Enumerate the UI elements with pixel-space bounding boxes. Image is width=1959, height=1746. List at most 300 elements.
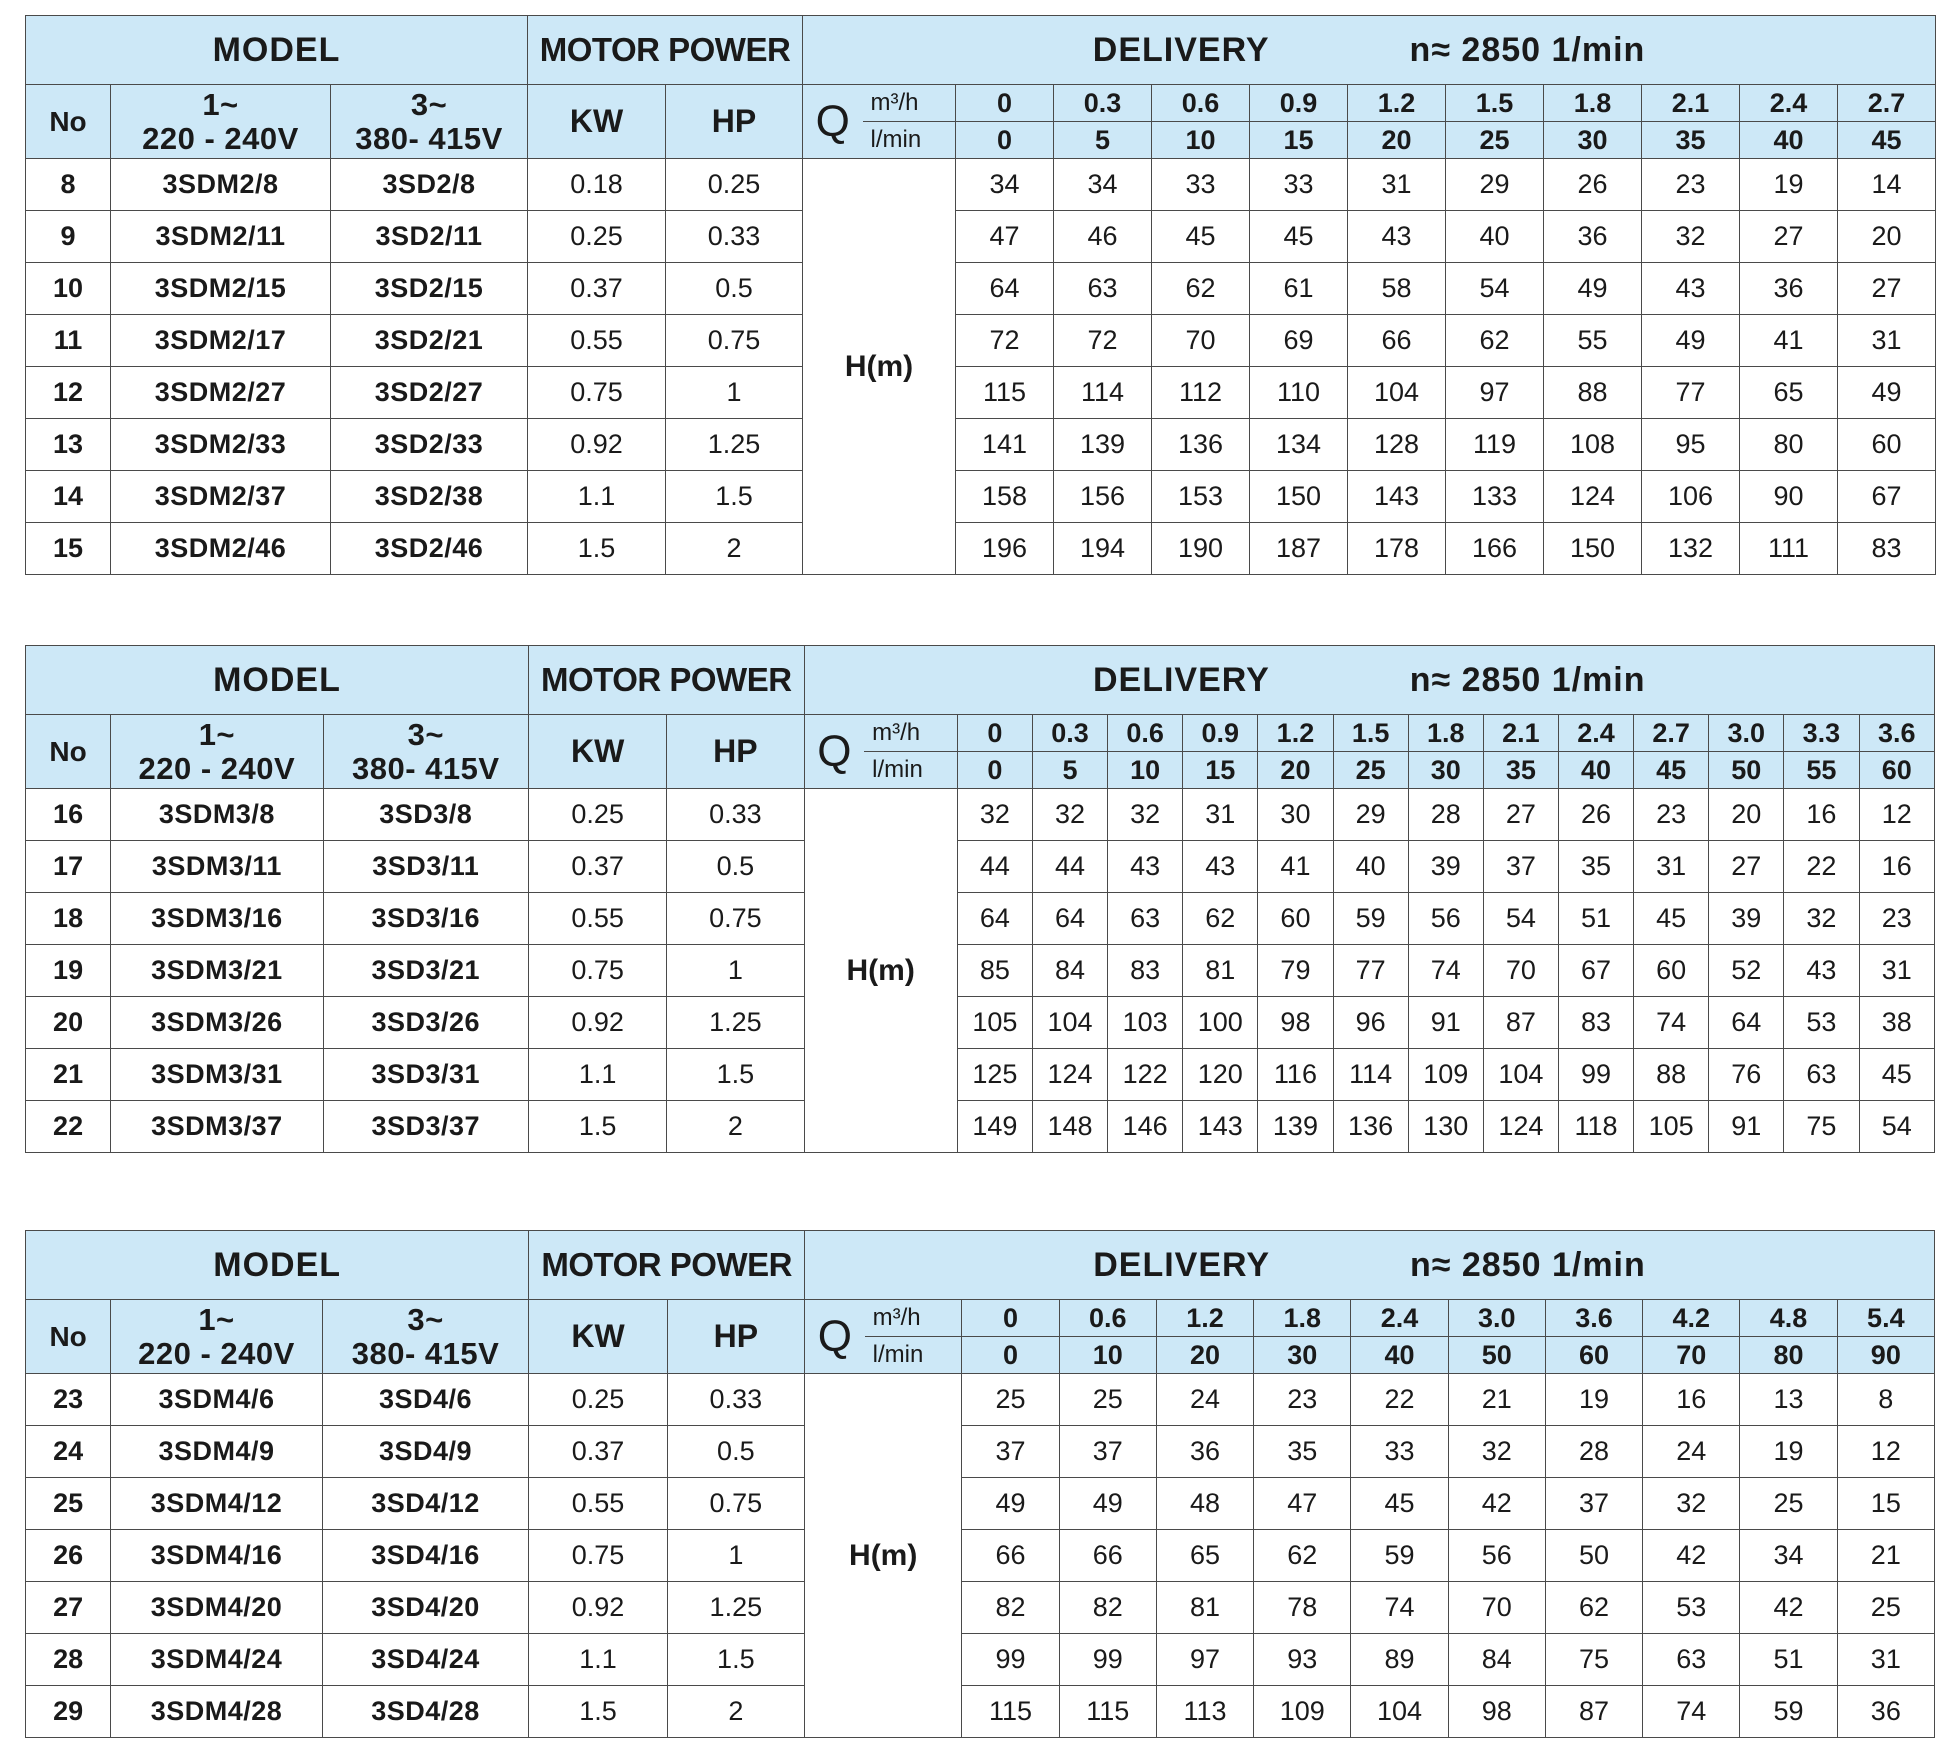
head-value: 104 xyxy=(1351,1686,1448,1738)
q-m3h-value: 4.8 xyxy=(1740,1300,1837,1337)
hp-value: 0.33 xyxy=(667,789,804,841)
unit-lmin: l/min xyxy=(863,122,956,159)
head-value: 45 xyxy=(1351,1478,1448,1530)
head-value: 99 xyxy=(1059,1634,1156,1686)
table-row xyxy=(26,315,1936,367)
head-value: 32 xyxy=(1642,211,1740,263)
head-value: 97 xyxy=(1446,367,1544,419)
three-phase-symbol: 3~ xyxy=(407,716,444,752)
head-value: 60 xyxy=(1634,945,1709,997)
row-number: 21 xyxy=(26,1049,111,1101)
head-value: 49 xyxy=(1059,1478,1156,1530)
head-value: 104 xyxy=(1348,367,1446,419)
head-value: 43 xyxy=(1348,211,1446,263)
row-number: 29 xyxy=(26,1686,111,1738)
head-value: 132 xyxy=(1642,523,1740,575)
three-phase-symbol: 3~ xyxy=(410,86,448,122)
three-phase-model: 3SD4/16 xyxy=(322,1530,529,1582)
head-value: 136 xyxy=(1333,1101,1408,1153)
three-phase-model: 3SD4/28 xyxy=(322,1686,529,1738)
head-value: 52 xyxy=(1709,945,1784,997)
head-value: 33 xyxy=(1152,159,1250,211)
head-value: 49 xyxy=(962,1478,1059,1530)
three-phase-model: 3SD3/21 xyxy=(323,945,528,997)
three-phase-model: 3SD4/20 xyxy=(322,1582,529,1634)
unit-m3h: m³/h xyxy=(864,715,957,752)
head-value: 63 xyxy=(1784,1049,1859,1101)
head-value: 41 xyxy=(1740,315,1838,367)
q-m3h-value: 2.7 xyxy=(1838,85,1936,122)
three-phase-header xyxy=(322,1300,529,1374)
head-value: 25 xyxy=(962,1374,1059,1426)
q-lmin-value: 80 xyxy=(1740,1337,1837,1374)
head-value: 124 xyxy=(1032,1049,1107,1101)
head-value: 119 xyxy=(1446,419,1544,471)
head-value: 19 xyxy=(1740,159,1838,211)
head-value: 48 xyxy=(1156,1478,1253,1530)
head-value: 25 xyxy=(1837,1582,1934,1634)
head-value: 89 xyxy=(1351,1634,1448,1686)
head-value: 146 xyxy=(1108,1101,1183,1153)
q-m3h-value: 2.7 xyxy=(1634,715,1709,752)
row-number: 26 xyxy=(26,1530,111,1582)
q-m3h-value: 5.4 xyxy=(1837,1300,1934,1337)
q-lmin-value: 30 xyxy=(1408,752,1483,789)
head-value: 72 xyxy=(1054,315,1152,367)
kw-value: 1.5 xyxy=(528,523,666,575)
head-value: 31 xyxy=(1634,841,1709,893)
head-value: 77 xyxy=(1333,945,1408,997)
head-value: 139 xyxy=(1258,1101,1333,1153)
single-phase-model: 3SDM2/15 xyxy=(111,263,331,315)
row-number: 11 xyxy=(26,315,111,367)
kw-value: 0.37 xyxy=(529,841,667,893)
q-lmin-value: 0 xyxy=(957,752,1032,789)
table-row xyxy=(26,1374,1935,1426)
model-header: MODEL xyxy=(26,646,529,715)
single-phase-model: 3SDM2/46 xyxy=(111,523,331,575)
head-value: 112 xyxy=(1152,367,1250,419)
single-phase-model: 3SDM3/26 xyxy=(111,997,323,1049)
single-phase-model: 3SDM3/16 xyxy=(111,893,323,945)
head-value: 64 xyxy=(1032,893,1107,945)
hp-value: 1.25 xyxy=(667,1582,804,1634)
head-value: 60 xyxy=(1258,893,1333,945)
head-value: 156 xyxy=(1054,471,1152,523)
three-phase-model: 3SD2/38 xyxy=(331,471,528,523)
head-value: 158 xyxy=(956,471,1054,523)
q-m3h-value: 0.6 xyxy=(1108,715,1183,752)
three-phase-model: 3SD3/8 xyxy=(323,789,528,841)
head-value: 53 xyxy=(1643,1582,1740,1634)
head-value: 75 xyxy=(1784,1101,1859,1153)
head-value: 95 xyxy=(1642,419,1740,471)
row-number: 18 xyxy=(26,893,111,945)
performance-table-3sd4 xyxy=(25,1230,1935,1738)
row-number: 9 xyxy=(26,211,111,263)
head-value: 62 xyxy=(1545,1582,1642,1634)
table-row xyxy=(26,1530,1935,1582)
head-value: 28 xyxy=(1545,1426,1642,1478)
table-row xyxy=(26,997,1935,1049)
head-value: 26 xyxy=(1544,159,1642,211)
single-phase-symbol: 1~ xyxy=(198,716,236,752)
table-row xyxy=(26,471,1936,523)
q-lmin-value: 35 xyxy=(1483,752,1558,789)
head-value: 44 xyxy=(1032,841,1107,893)
row-number: 12 xyxy=(26,367,111,419)
hp-header: HP xyxy=(667,1300,804,1374)
head-value: 64 xyxy=(956,263,1054,315)
head-value: 36 xyxy=(1544,211,1642,263)
single-phase-model: 3SDM2/37 xyxy=(111,471,331,523)
head-value: 39 xyxy=(1709,893,1784,945)
head-value: 67 xyxy=(1838,471,1936,523)
head-value: 46 xyxy=(1054,211,1152,263)
head-value: 49 xyxy=(1544,263,1642,315)
kw-value: 0.18 xyxy=(528,159,666,211)
head-value: 141 xyxy=(956,419,1054,471)
q-m3h-value: 2.4 xyxy=(1558,715,1633,752)
head-value: 124 xyxy=(1544,471,1642,523)
three-phase-model: 3SD4/9 xyxy=(322,1426,529,1478)
single-phase-model: 3SDM2/11 xyxy=(111,211,331,263)
head-value: 178 xyxy=(1348,523,1446,575)
q-m3h-value: 2.1 xyxy=(1483,715,1558,752)
single-phase-header xyxy=(111,715,323,789)
head-value: 196 xyxy=(956,523,1054,575)
hp-value: 1.25 xyxy=(666,419,803,471)
head-value: 36 xyxy=(1740,263,1838,315)
head-value: 105 xyxy=(957,997,1032,1049)
head-value: 70 xyxy=(1448,1582,1545,1634)
head-value: 77 xyxy=(1642,367,1740,419)
performance-table-3sd3 xyxy=(25,645,1935,1153)
head-value: 98 xyxy=(1448,1686,1545,1738)
head-value: 104 xyxy=(1483,1049,1558,1101)
head-value: 115 xyxy=(1059,1686,1156,1738)
head-value: 40 xyxy=(1446,211,1544,263)
head-value: 74 xyxy=(1408,945,1483,997)
head-value: 56 xyxy=(1408,893,1483,945)
single-phase-model: 3SDM4/20 xyxy=(111,1582,323,1634)
kw-value: 0.25 xyxy=(529,1374,667,1426)
three-phase-model: 3SD3/11 xyxy=(323,841,528,893)
kw-value: 0.25 xyxy=(529,789,667,841)
head-label: H(m) xyxy=(803,159,956,575)
table-row xyxy=(26,1101,1935,1153)
q-m3h-value: 1.2 xyxy=(1258,715,1333,752)
motor-power-header: MOTOR POWER xyxy=(528,16,803,85)
row-number: 8 xyxy=(26,159,111,211)
head-value: 41 xyxy=(1258,841,1333,893)
kw-value: 0.55 xyxy=(529,1478,667,1530)
unit-m3h: m³/h xyxy=(863,85,956,122)
hp-value: 1 xyxy=(667,1530,804,1582)
head-value: 43 xyxy=(1784,945,1859,997)
single-phase-symbol: 1~ xyxy=(198,1301,235,1337)
head-value: 74 xyxy=(1351,1582,1448,1634)
hp-value: 1.25 xyxy=(667,997,804,1049)
head-value: 134 xyxy=(1250,419,1348,471)
head-value: 114 xyxy=(1054,367,1152,419)
kw-value: 0.75 xyxy=(529,1530,667,1582)
table-row xyxy=(26,841,1935,893)
kw-header: KW xyxy=(529,1300,667,1374)
q-lmin-value: 30 xyxy=(1254,1337,1351,1374)
unit-lmin: l/min xyxy=(865,1337,962,1374)
head-value: 34 xyxy=(1054,159,1152,211)
head-value: 70 xyxy=(1483,945,1558,997)
q-m3h-value: 1.5 xyxy=(1333,715,1408,752)
head-value: 43 xyxy=(1108,841,1183,893)
row-number: 15 xyxy=(26,523,111,575)
row-number: 28 xyxy=(26,1634,111,1686)
head-value: 82 xyxy=(962,1582,1059,1634)
head-value: 45 xyxy=(1250,211,1348,263)
row-number: 19 xyxy=(26,945,111,997)
head-value: 14 xyxy=(1838,159,1936,211)
single-phase-header xyxy=(111,85,331,159)
single-phase-model: 3SDM2/33 xyxy=(111,419,331,471)
head-value: 59 xyxy=(1740,1686,1837,1738)
head-value: 24 xyxy=(1156,1374,1253,1426)
head-value: 98 xyxy=(1258,997,1333,1049)
no-header: No xyxy=(26,1300,111,1374)
head-value: 34 xyxy=(956,159,1054,211)
q-m3h-value: 0.6 xyxy=(1059,1300,1156,1337)
delivery-title: DELIVERY xyxy=(1092,30,1270,69)
head-value: 115 xyxy=(956,367,1054,419)
head-value: 23 xyxy=(1642,159,1740,211)
q-m3h-value: 3.0 xyxy=(1448,1300,1545,1337)
head-value: 133 xyxy=(1446,471,1544,523)
single-phase-model: 3SDM4/28 xyxy=(111,1686,323,1738)
single-phase-model: 3SDM3/11 xyxy=(111,841,323,893)
delivery-title: DELIVERY xyxy=(1092,660,1270,699)
head-value: 30 xyxy=(1258,789,1333,841)
head-value: 100 xyxy=(1183,997,1258,1049)
head-value: 87 xyxy=(1545,1686,1642,1738)
q-m3h-value: 0 xyxy=(957,715,1032,752)
single-phase-voltage: 220 - 240V xyxy=(138,1335,295,1371)
table-row xyxy=(26,263,1936,315)
head-value: 62 xyxy=(1152,263,1250,315)
q-m3h-value: 1.2 xyxy=(1156,1300,1253,1337)
three-phase-header xyxy=(331,85,528,159)
head-value: 12 xyxy=(1859,789,1935,841)
hp-value: 0.75 xyxy=(666,315,803,367)
head-value: 99 xyxy=(1558,1049,1633,1101)
head-value: 109 xyxy=(1254,1686,1351,1738)
q-lmin-value: 25 xyxy=(1446,122,1544,159)
hp-value: 1.5 xyxy=(667,1634,804,1686)
head-value: 78 xyxy=(1254,1582,1351,1634)
head-value: 59 xyxy=(1333,893,1408,945)
hp-value: 0.75 xyxy=(667,1478,804,1530)
head-value: 29 xyxy=(1333,789,1408,841)
head-value: 122 xyxy=(1108,1049,1183,1101)
q-lmin-value: 60 xyxy=(1545,1337,1642,1374)
q-lmin-value: 25 xyxy=(1333,752,1408,789)
head-value: 63 xyxy=(1108,893,1183,945)
head-value: 51 xyxy=(1740,1634,1837,1686)
single-phase-symbol: 1~ xyxy=(202,86,239,122)
three-phase-model: 3SD2/8 xyxy=(331,159,528,211)
q-lmin-value: 5 xyxy=(1054,122,1152,159)
delivery-header xyxy=(803,16,1936,85)
q-m3h-value: 3.3 xyxy=(1784,715,1859,752)
row-number: 20 xyxy=(26,997,111,1049)
head-value: 38 xyxy=(1859,997,1935,1049)
three-phase-model: 3SD4/6 xyxy=(322,1374,529,1426)
q-lmin-value: 10 xyxy=(1059,1337,1156,1374)
head-value: 40 xyxy=(1333,841,1408,893)
three-phase-model: 3SD3/31 xyxy=(323,1049,528,1101)
three-phase-model: 3SD3/16 xyxy=(323,893,528,945)
head-value: 63 xyxy=(1054,263,1152,315)
q-lmin-value: 10 xyxy=(1152,122,1250,159)
head-value: 72 xyxy=(956,315,1054,367)
q-symbol: Q xyxy=(805,1300,865,1374)
head-value: 49 xyxy=(1642,315,1740,367)
head-value: 51 xyxy=(1558,893,1633,945)
three-phase-voltage: 380- 415V xyxy=(351,1335,500,1371)
head-value: 110 xyxy=(1250,367,1348,419)
head-value: 20 xyxy=(1709,789,1784,841)
head-value: 139 xyxy=(1054,419,1152,471)
head-value: 99 xyxy=(962,1634,1059,1686)
head-value: 45 xyxy=(1859,1049,1935,1101)
q-lmin-value: 20 xyxy=(1258,752,1333,789)
kw-value: 0.92 xyxy=(529,1582,667,1634)
head-value: 19 xyxy=(1740,1426,1837,1478)
hp-value: 0.5 xyxy=(667,841,804,893)
head-value: 54 xyxy=(1859,1101,1935,1153)
head-value: 45 xyxy=(1634,893,1709,945)
q-lmin-value: 70 xyxy=(1643,1337,1740,1374)
kw-header: KW xyxy=(528,85,666,159)
head-value: 166 xyxy=(1446,523,1544,575)
head-value: 82 xyxy=(1059,1582,1156,1634)
q-m3h-value: 1.8 xyxy=(1544,85,1642,122)
head-value: 113 xyxy=(1156,1686,1253,1738)
head-value: 66 xyxy=(1059,1530,1156,1582)
head-value: 42 xyxy=(1740,1582,1837,1634)
head-value: 65 xyxy=(1156,1530,1253,1582)
head-value: 66 xyxy=(962,1530,1059,1582)
three-phase-model: 3SD2/15 xyxy=(331,263,528,315)
single-phase-model: 3SDM2/27 xyxy=(111,367,331,419)
hp-header: HP xyxy=(666,85,803,159)
three-phase-model: 3SD3/26 xyxy=(323,997,528,1049)
q-lmin-value: 40 xyxy=(1740,122,1838,159)
kw-value: 0.37 xyxy=(528,263,666,315)
head-value: 21 xyxy=(1837,1530,1934,1582)
head-value: 22 xyxy=(1784,841,1859,893)
row-number: 27 xyxy=(26,1582,111,1634)
head-value: 120 xyxy=(1183,1049,1258,1101)
head-value: 81 xyxy=(1156,1582,1253,1634)
row-number: 14 xyxy=(26,471,111,523)
row-number: 25 xyxy=(26,1478,111,1530)
q-m3h-value: 3.6 xyxy=(1859,715,1935,752)
head-value: 84 xyxy=(1448,1634,1545,1686)
head-value: 59 xyxy=(1351,1530,1448,1582)
hp-value: 0.33 xyxy=(667,1374,804,1426)
head-value: 63 xyxy=(1643,1634,1740,1686)
head-value: 187 xyxy=(1250,523,1348,575)
head-value: 153 xyxy=(1152,471,1250,523)
hp-value: 0.5 xyxy=(667,1426,804,1478)
head-value: 124 xyxy=(1483,1101,1558,1153)
head-value: 23 xyxy=(1254,1374,1351,1426)
no-header: No xyxy=(26,85,111,159)
row-number: 23 xyxy=(26,1374,111,1426)
head-value: 19 xyxy=(1545,1374,1642,1426)
head-value: 194 xyxy=(1054,523,1152,575)
head-value: 76 xyxy=(1709,1049,1784,1101)
head-value: 67 xyxy=(1558,945,1633,997)
q-lmin-value: 45 xyxy=(1634,752,1709,789)
head-value: 13 xyxy=(1740,1374,1837,1426)
head-value: 136 xyxy=(1152,419,1250,471)
head-value: 34 xyxy=(1740,1530,1837,1582)
table-row xyxy=(26,367,1936,419)
head-value: 26 xyxy=(1558,789,1633,841)
head-value: 50 xyxy=(1545,1530,1642,1582)
head-value: 80 xyxy=(1740,419,1838,471)
table-row xyxy=(26,419,1936,471)
head-value: 56 xyxy=(1448,1530,1545,1582)
single-phase-model: 3SDM4/24 xyxy=(111,1634,323,1686)
head-value: 116 xyxy=(1258,1049,1333,1101)
q-m3h-value: 1.5 xyxy=(1446,85,1544,122)
head-value: 96 xyxy=(1333,997,1408,1049)
head-value: 66 xyxy=(1348,315,1446,367)
unit-m3h: m³/h xyxy=(865,1300,962,1337)
q-m3h-value: 0.3 xyxy=(1032,715,1107,752)
table-row xyxy=(26,1686,1935,1738)
head-value: 79 xyxy=(1258,945,1333,997)
no-header: No xyxy=(26,715,111,789)
q-lmin-value: 35 xyxy=(1642,122,1740,159)
head-value: 62 xyxy=(1254,1530,1351,1582)
row-number: 24 xyxy=(26,1426,111,1478)
kw-value: 0.92 xyxy=(529,997,667,1049)
q-m3h-value: 0 xyxy=(962,1300,1059,1337)
three-phase-voltage: 380- 415V xyxy=(355,120,503,156)
head-value: 21 xyxy=(1448,1374,1545,1426)
head-value: 42 xyxy=(1448,1478,1545,1530)
head-value: 74 xyxy=(1634,997,1709,1049)
single-phase-model: 3SDM4/12 xyxy=(111,1478,323,1530)
kw-value: 1.1 xyxy=(529,1049,667,1101)
head-value: 23 xyxy=(1859,893,1935,945)
kw-value: 0.75 xyxy=(528,367,666,419)
head-value: 190 xyxy=(1152,523,1250,575)
head-value: 70 xyxy=(1152,315,1250,367)
three-phase-model: 3SD2/11 xyxy=(331,211,528,263)
head-value: 36 xyxy=(1837,1686,1934,1738)
head-value: 29 xyxy=(1446,159,1544,211)
kw-value: 0.25 xyxy=(528,211,666,263)
q-symbol: Q xyxy=(804,715,864,789)
q-lmin-value: 45 xyxy=(1838,122,1936,159)
table-row xyxy=(26,211,1936,263)
head-value: 31 xyxy=(1837,1634,1934,1686)
row-number: 16 xyxy=(26,789,111,841)
